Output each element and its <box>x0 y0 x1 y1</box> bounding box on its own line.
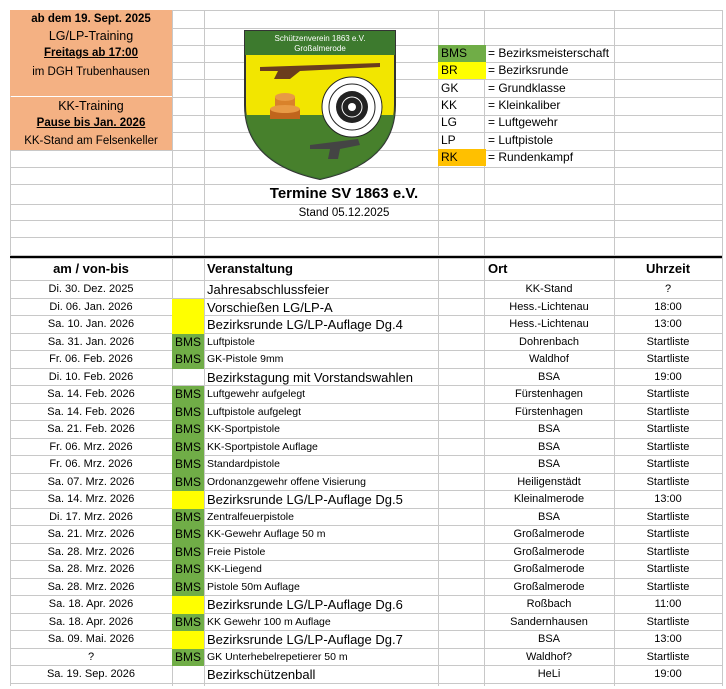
row-date: Sa. 14. Feb. 2026 <box>47 388 135 400</box>
row-event: Bezirkstagung mit Vorstandswahlen <box>207 369 413 385</box>
row-place: HeLi <box>537 668 561 680</box>
row-time: Startliste <box>646 563 690 575</box>
row-time: Startliste <box>646 388 690 400</box>
row-event: KK-Gewehr Auflage 50 m <box>207 528 326 540</box>
page-title: Termine SV 1863 e.V. <box>269 185 419 202</box>
legend-text-br: = Bezirksrunde <box>488 63 569 78</box>
row-date: Di. 10. Feb. 2026 <box>48 370 134 383</box>
row-time: Startliste <box>646 545 690 558</box>
stand-date: Stand 05.12.2025 <box>298 207 390 219</box>
row-place: BSA <box>537 633 560 645</box>
table-row <box>0 666 726 684</box>
row-event: Freie Pistole <box>207 545 266 558</box>
row-date: Sa. 07. Mrz. 2026 <box>47 475 135 488</box>
row-time: Startliste <box>646 615 690 628</box>
row-time: 13:00 <box>654 493 682 505</box>
legend-text-lp: = Luftpistole <box>488 132 554 147</box>
header-event: Veranstaltung <box>207 261 293 276</box>
row-category-tag: BMS <box>172 649 204 667</box>
legend-code-lp: LP <box>441 132 456 147</box>
row-category-tag <box>172 596 204 614</box>
row-place: Heiligenstädt <box>517 475 581 488</box>
legend-code-rk: RK <box>438 149 486 166</box>
row-time: Startliste <box>646 650 690 663</box>
row-date: Sa. 14. Mrz. 2026 <box>47 493 135 505</box>
table-row <box>0 369 726 387</box>
row-place: BSA <box>537 458 560 470</box>
row-date: Sa. 19. Sep. 2026 <box>46 668 136 680</box>
table-row <box>0 474 726 492</box>
row-category-tag: BMS <box>172 404 204 422</box>
row-category-tag: BMS <box>172 456 204 474</box>
table-row <box>0 649 726 667</box>
row-date: Fr. 06. Mrz. 2026 <box>49 458 133 470</box>
legend-code-gk: GK <box>441 80 459 95</box>
row-event: Bezirksrunde LG/LP-Auflage Dg.7 <box>207 632 403 647</box>
row-category-tag <box>172 316 204 334</box>
kk-training-title: KK-Training <box>10 97 172 115</box>
logo-text-line1: Schützenverein 1863 e.V. <box>274 34 366 43</box>
row-date: Di. 17. Mrz. 2026 <box>49 510 133 523</box>
row-place: Großalmerode <box>513 545 585 558</box>
row-category-tag: BMS <box>172 509 204 527</box>
row-date: Sa. 21. Mrz. 2026 <box>47 528 135 540</box>
row-event: KK-Liegend <box>207 563 262 575</box>
row-category-tag: BMS <box>172 421 204 439</box>
row-date: Sa. 14. Feb. 2026 <box>47 405 135 418</box>
row-event: Bezirksrunde LG/LP-Auflage Dg.5 <box>207 492 403 507</box>
row-event: KK-Sportpistole Auflage <box>207 440 318 453</box>
row-time: 18:00 <box>654 300 682 313</box>
row-category-tag <box>172 491 204 509</box>
table-row <box>0 509 726 527</box>
table-row <box>0 526 726 544</box>
row-place: Sandernhausen <box>510 615 588 628</box>
row-category-tag: BMS <box>172 579 204 597</box>
row-time: 19:00 <box>654 668 682 680</box>
row-event: KK-Sportpistole <box>207 423 280 435</box>
row-date: Sa. 18. Apr. 2026 <box>48 615 134 628</box>
row-event: Standardpistole <box>207 458 280 470</box>
row-category-tag: BMS <box>172 614 204 632</box>
row-date: Fr. 06. Feb. 2026 <box>49 353 133 365</box>
row-event: GK-Pistole 9mm <box>207 353 284 365</box>
lglp-training-time: Freitags ab 17:00 <box>10 45 172 62</box>
row-time: Startliste <box>646 510 690 523</box>
row-event: Zentralfeuerpistole <box>207 510 294 523</box>
row-place: KK-Stand <box>525 283 573 295</box>
row-time: 19:00 <box>654 370 682 383</box>
table-row <box>0 351 726 369</box>
row-date: Di. 06. Jan. 2026 <box>49 300 133 313</box>
legend-code-bms: BMS <box>438 45 486 62</box>
row-place: Großalmerode <box>513 580 585 593</box>
row-category-tag <box>172 299 204 317</box>
row-category-tag <box>172 666 204 684</box>
table-row <box>0 439 726 457</box>
table-row <box>0 404 726 422</box>
header-time: Uhrzeit <box>645 261 691 276</box>
table-row <box>0 456 726 474</box>
row-category-tag: BMS <box>172 386 204 404</box>
lglp-training-title: LG/LP-Training <box>10 28 172 45</box>
row-place: BSA <box>537 370 560 383</box>
row-category-tag: BMS <box>172 351 204 369</box>
legend-text-lg: = Luftgewehr <box>488 115 558 130</box>
row-place: BSA <box>537 440 560 453</box>
row-time: Startliste <box>646 440 690 453</box>
row-event: Pistole 50m Auflage <box>207 580 300 593</box>
row-event: Vorschießen LG/LP-A <box>207 299 333 315</box>
row-time: ? <box>664 283 672 295</box>
row-category-tag <box>172 631 204 649</box>
row-place: Hess.-Lichtenau <box>509 300 589 313</box>
row-place: Waldhof <box>529 353 569 365</box>
table-row <box>0 561 726 579</box>
row-time: 13:00 <box>654 318 682 330</box>
row-time: Startliste <box>646 475 690 488</box>
kk-training-pause: Pause bis Jan. 2026 <box>10 115 172 132</box>
row-time: Startliste <box>646 335 690 348</box>
header-date: am / von-bis <box>53 261 129 276</box>
table-row <box>0 596 726 614</box>
table-row <box>0 299 726 317</box>
row-time: Startliste <box>646 353 690 365</box>
row-place: Großalmerode <box>513 528 585 540</box>
row-category-tag <box>172 281 204 299</box>
row-date: ? <box>87 650 95 663</box>
row-place: BSA <box>537 510 560 523</box>
row-event: Luftpistole aufgelegt <box>207 405 301 418</box>
lglp-training-place: im DGH Trubenhausen <box>10 62 172 96</box>
row-event: KK Gewehr 100 m Auflage <box>207 615 331 628</box>
row-category-tag: BMS <box>172 544 204 562</box>
row-place: BSA <box>537 423 560 435</box>
table-row <box>0 614 726 632</box>
legend-code-lg: LG <box>441 115 458 130</box>
row-date: Sa. 21. Feb. 2026 <box>47 423 135 435</box>
row-place: Roßbach <box>526 598 572 610</box>
table-row <box>0 334 726 352</box>
row-event: Luftgewehr aufgelegt <box>207 388 306 400</box>
kk-training-place: KK-Stand am Felsenkeller <box>10 132 172 150</box>
row-place: Fürstenhagen <box>515 388 583 400</box>
row-event: Bezirksrunde LG/LP-Auflage Dg.4 <box>207 317 403 332</box>
club-logo <box>240 25 400 183</box>
row-place: Hess.-Lichtenau <box>509 318 589 330</box>
table-row <box>0 281 726 299</box>
row-place: Dohrenbach <box>519 335 579 348</box>
row-date: Fr. 06. Mrz. 2026 <box>49 440 133 453</box>
table-row <box>0 421 726 439</box>
row-category-tag: BMS <box>172 474 204 492</box>
row-time: Startliste <box>646 405 690 418</box>
row-time: Startliste <box>646 528 690 540</box>
row-date: Sa. 10. Jan. 2026 <box>47 318 135 330</box>
row-place: Großalmerode <box>513 563 585 575</box>
row-event: Bezirkschützenball <box>207 667 316 682</box>
row-event: GK Unterhebelrepetierer 50 m <box>207 650 348 663</box>
row-event: Jahresabschlussfeier <box>207 282 330 297</box>
table-row <box>0 491 726 509</box>
row-event: Luftpistole <box>207 335 255 348</box>
row-place: Waldhof? <box>525 650 573 663</box>
row-time: Startliste <box>646 423 690 435</box>
row-date: Sa. 28. Mrz. 2026 <box>47 580 135 593</box>
row-event: Bezirksrunde LG/LP-Auflage Dg.6 <box>207 597 403 612</box>
table-row <box>0 631 726 649</box>
row-date: Di. 30. Dez. 2025 <box>48 283 134 295</box>
legend-text-kk: = Kleinkaliber <box>488 97 561 112</box>
row-time: Startliste <box>646 458 690 470</box>
row-date: Sa. 31. Jan. 2026 <box>47 335 135 348</box>
table-row <box>0 544 726 562</box>
row-category-tag: BMS <box>172 526 204 544</box>
logo-text-line2: Großalmerode <box>294 44 346 53</box>
row-date: Sa. 28. Mrz. 2026 <box>47 563 135 575</box>
legend-text-bms: = Bezirksmeisterschaft <box>488 46 610 60</box>
grid-hline <box>10 237 722 238</box>
training-start-date: ab dem 19. Sept. 2025 <box>10 10 172 28</box>
legend-code-kk: KK <box>441 97 458 112</box>
row-time: 11:00 <box>654 598 682 610</box>
legend-text-gk: = Grundklasse <box>488 80 566 95</box>
row-date: Sa. 09. Mai. 2026 <box>47 633 135 645</box>
row-category-tag <box>172 369 204 387</box>
header-place: Ort <box>488 261 508 276</box>
legend-code-br: BR <box>438 62 486 79</box>
table-row <box>0 579 726 597</box>
row-category-tag: BMS <box>172 561 204 579</box>
row-time: 13:00 <box>654 633 682 645</box>
row-time: Startliste <box>646 580 690 593</box>
table-row <box>0 386 726 404</box>
row-place: Fürstenhagen <box>515 405 583 418</box>
target-icon <box>322 77 382 137</box>
row-date: Sa. 18. Apr. 2026 <box>48 598 134 610</box>
row-category-tag: BMS <box>172 334 204 352</box>
row-event: Ordonanzgewehr offene Visierung <box>207 475 366 488</box>
row-date: Sa. 28. Mrz. 2026 <box>47 545 135 558</box>
row-category-tag: BMS <box>172 439 204 457</box>
table-row <box>0 316 726 334</box>
row-place: Kleinalmerode <box>513 493 585 505</box>
legend-text-rk: = Rundenkampf <box>488 149 574 164</box>
